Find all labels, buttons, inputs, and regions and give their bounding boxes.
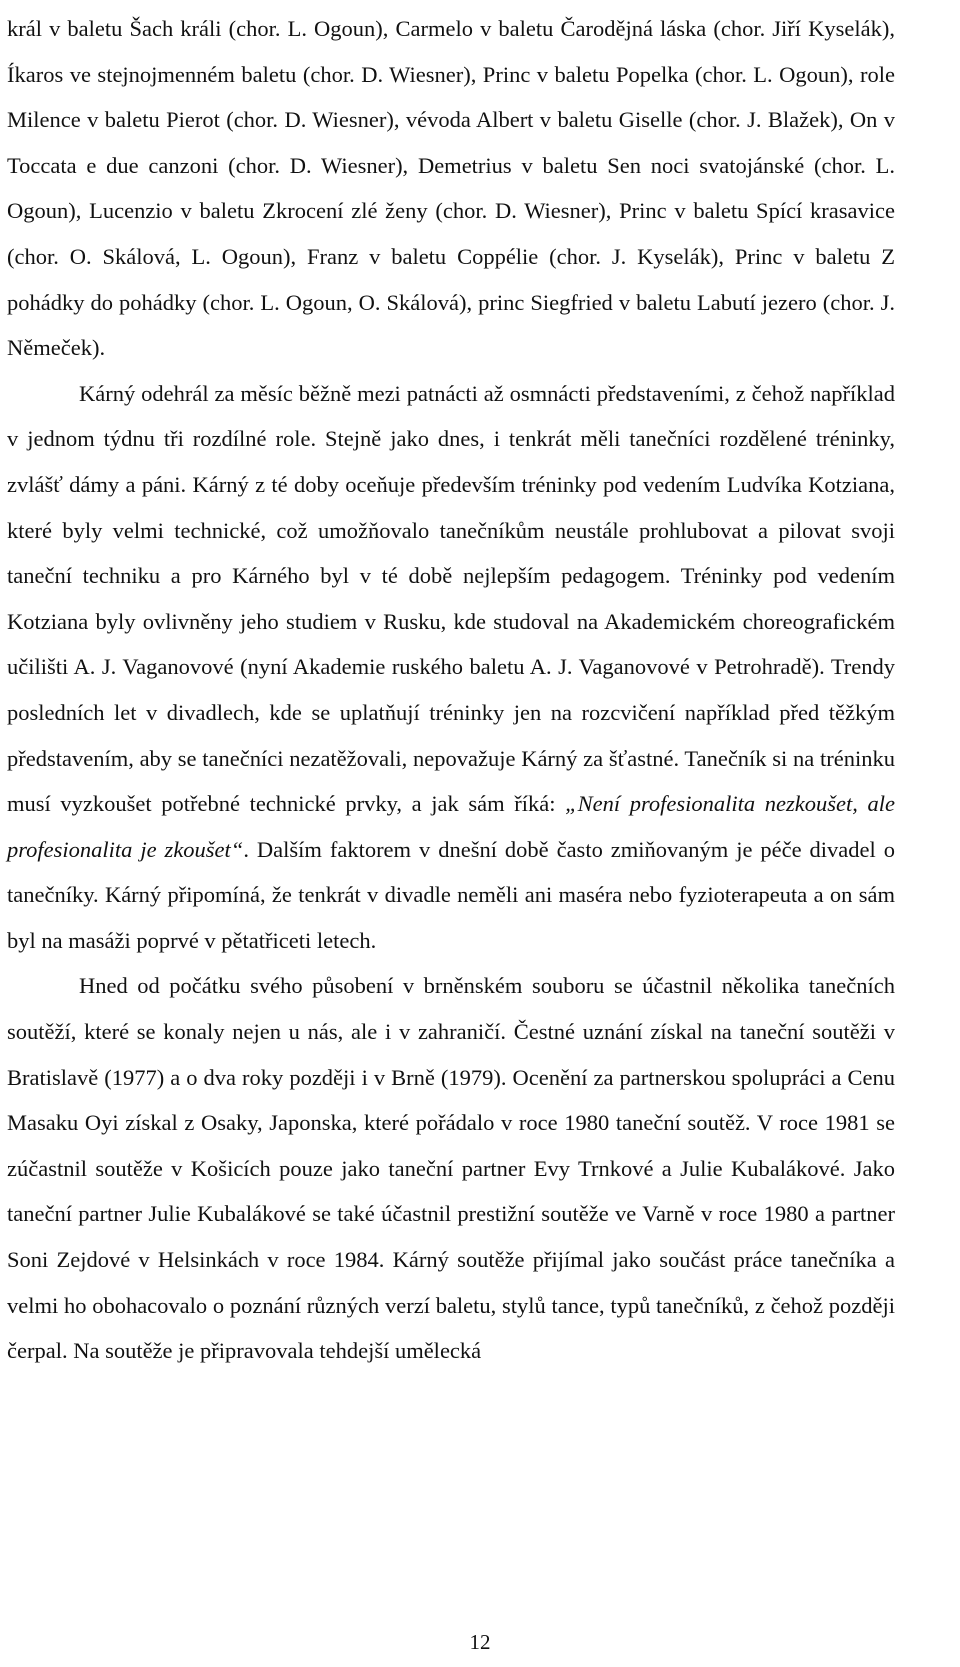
paragraph-training-text-2: . Dalším faktorem v dnešní době často zmiňovaným je péče divadel o tanečníky. Kárný připomíná, že tenkrát v divadle neměli ani maséra nebo fyzioterapeuta a on sám byl na masáži poprvé v pětatřiceti letech. xyxy=(7,836,895,953)
paragraph-training-text-1: Kárný odehrál za měsíc běžně mezi patnácti až osmnácti představeními, z čehož například v jednom týdnu tři rozdílné role. Stejně jako dnes, i tenkrát měli tanečníci rozdělené tréninky, zvlášť dámy a páni. Kárný z té doby oceňuje především tréninky pod vedením Ludvíka Kotziana, které byly velmi technické, což umožňovalo tanečníkům neustále prohlubovat a pilovat svoji taneční techniku a pro Kárného byl v té době nejlepším pedagogem. Tréninky pod vedením Kotziana byly ovlivněny jeho studiem v Rusku, kde studoval na Akademickém choreografickém učilišti A. J. Vaganovové (nyní Akademie ruského baletu A. J. Vaganovové v Petrohradě). Trendy posledních let v divadlech, kde se uplatňují tréninky jen na rozcvičení například před těžkým představením, aby se tanečníci nezatěžovali, nepovažuje Kárný za šťastné. Tanečník si na tréninku musí vyzkoušet potřebné technické prvky, a jak sám říká: xyxy=(7,380,895,817)
body-text xyxy=(7,6,895,1374)
paragraph-roles-list: král v baletu Šach králi (chor. L. Ogoun), Carmelo v baletu Čarodějná láska (chor. Jiří Kyselák), Íkaros ve stejnojmenném baletu (chor. D. Wiesner), Princ v baletu Popelka (chor. L. Ogoun), role Milence v baletu Pierot (chor. D. Wiesner), vévoda Albert v baletu Giselle (chor. J. Blažek), On v Toccata e due canzoni (chor. D. Wiesner), Demetrius v baletu Sen noci svatojánské (chor. L. Ogoun), Lucenzio v baletu Zkrocení zlé ženy (chor. D. Wiesner), Princ v baletu Spící krasavice (chor. O. Skálová, L. Ogoun), Franz v baletu Coppélie (chor. J. Kyselák), Princ v baletu Z pohádky do pohádky (chor. L. Ogoun, O. Skálová), princ Siegfried v baletu Labutí jezero (chor. J. Němeček). xyxy=(7,16,895,361)
quote-profesionalita: „Není profesionalita nezkoušet, ale profesionalita je zkoušet“ xyxy=(7,791,896,862)
paragraph-training xyxy=(7,371,895,964)
page-number: 12 xyxy=(469,1630,491,1654)
paragraph-competitions: Hned od počátku svého působení v brněnském souboru se účastnil několika tanečních soutěží, které se konaly nejen u nás, ale i v zahraničí. Čestné uznání získal na taneční soutěži v Bratislavě (1977) a o dva roky později i v Brně (1979). Ocenění za partnerskou spolupráci a Cenu Masaku Oyi získal z Osaky, Japonska, které pořádalo v roce 1980 taneční soutěž. V roce 1981 se zúčastnil soutěže v Košicích pouze jako taneční partner Evy Trnkové a Julie Kubalákové. Jako taneční partner Julie Kubalákové se také účastnil prestižní soutěže ve Varně v roce 1980 a partner Soni Zejdové v Helsinkách v roce 1984. Kárný soutěže přijímal jako součást práce tanečníka a velmi ho obohacovalo o poznání různých verzí baletu, stylů tance, typů tanečníků, z čehož později čerpal. Na soutěže je připravovala tehdejší umělecká xyxy=(7,973,895,1364)
